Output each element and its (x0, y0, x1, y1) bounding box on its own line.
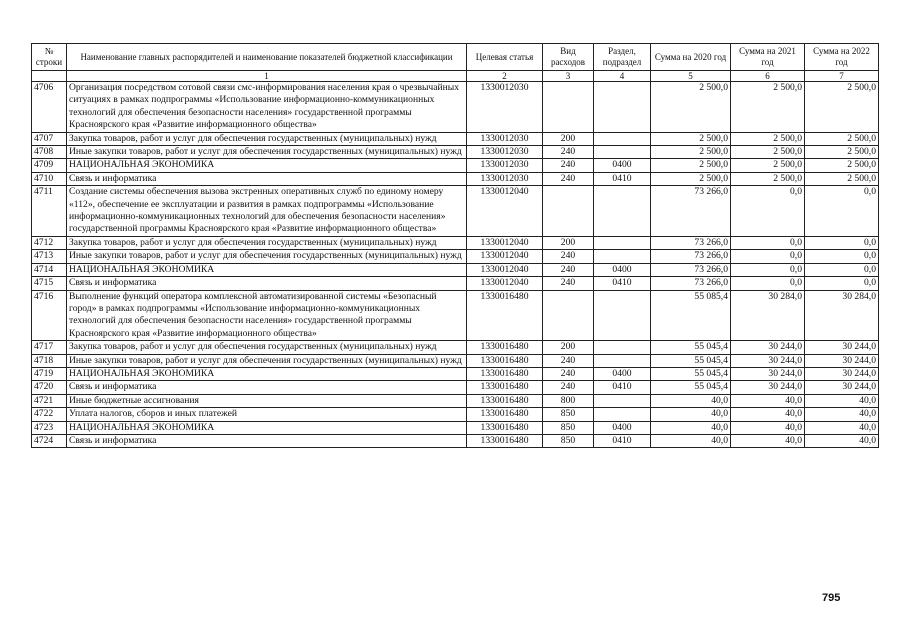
row-section (594, 341, 651, 354)
row-sum-2022: 0,0 (805, 186, 879, 237)
row-sum-2020: 40,0 (651, 408, 731, 421)
row-section: 0410 (594, 277, 651, 290)
row-name: Выполнение функций оператора комплексной автоматизированной системы «Безопасный город» в рамках подпрограммы «Использование информационно-коммуникационных технологий для обеспечения безопасности населения» государственной программы Красноярского края «Развитие информационного общества» (67, 290, 467, 341)
row-number: 4707 (32, 132, 67, 145)
row-expense-type: 240 (543, 381, 594, 394)
row-expense-type (543, 290, 594, 341)
header-vid: Вид расходов (543, 44, 594, 71)
row-name: Иные бюджетные ассигнования (67, 394, 467, 407)
table-row (32, 394, 879, 407)
row-sum-2020: 2 500,0 (651, 146, 731, 159)
row-target-code: 1330012040 (467, 250, 543, 263)
column-number: 4 (594, 71, 651, 82)
row-sum-2021: 2 500,0 (731, 146, 805, 159)
header-sum-2022: Сумма на 2022 год (805, 44, 879, 71)
row-section (594, 408, 651, 421)
row-target-code: 1330016480 (467, 394, 543, 407)
row-target-code: 1330016480 (467, 367, 543, 380)
row-target-code: 1330016480 (467, 408, 543, 421)
row-sum-2021: 0,0 (731, 263, 805, 276)
table-row (32, 341, 879, 354)
table-row (32, 146, 879, 159)
row-number: 4723 (32, 421, 67, 434)
row-sum-2022: 30 244,0 (805, 367, 879, 380)
row-section: 0410 (594, 172, 651, 185)
row-section (594, 290, 651, 341)
column-number-row (32, 71, 879, 82)
row-sum-2021: 40,0 (731, 434, 805, 447)
table-row (32, 434, 879, 447)
column-number: 1 (67, 71, 467, 82)
row-target-code: 1330012040 (467, 277, 543, 290)
row-number: 4722 (32, 408, 67, 421)
row-sum-2020: 55 085,4 (651, 290, 731, 341)
budget-document (31, 43, 879, 448)
row-sum-2020: 73 266,0 (651, 277, 731, 290)
row-sum-2020: 40,0 (651, 394, 731, 407)
row-sum-2020: 73 266,0 (651, 236, 731, 249)
table-row (32, 263, 879, 276)
row-number: 4713 (32, 250, 67, 263)
row-sum-2022: 30 244,0 (805, 354, 879, 367)
row-sum-2022: 2 500,0 (805, 172, 879, 185)
row-number: 4720 (32, 381, 67, 394)
row-sum-2020: 55 045,4 (651, 381, 731, 394)
row-sum-2021: 0,0 (731, 277, 805, 290)
row-sum-2022: 2 500,0 (805, 132, 879, 145)
table-row (32, 172, 879, 185)
row-number: 4724 (32, 434, 67, 447)
table-row (32, 408, 879, 421)
row-number: 4717 (32, 341, 67, 354)
row-target-code: 1330012040 (467, 236, 543, 249)
row-sum-2020: 2 500,0 (651, 172, 731, 185)
row-section (594, 146, 651, 159)
row-sum-2021: 30 284,0 (731, 290, 805, 341)
row-sum-2021: 40,0 (731, 408, 805, 421)
table-row (32, 250, 879, 263)
row-sum-2021: 0,0 (731, 236, 805, 249)
header-sum-2020: Сумма на 2020 год (651, 44, 731, 71)
table-row (32, 367, 879, 380)
row-sum-2020: 2 500,0 (651, 132, 731, 145)
row-number: 4706 (32, 82, 67, 133)
row-expense-type: 850 (543, 421, 594, 434)
row-sum-2020: 40,0 (651, 434, 731, 447)
row-sum-2022: 40,0 (805, 434, 879, 447)
row-section (594, 250, 651, 263)
row-name: НАЦИОНАЛЬНАЯ ЭКОНОМИКА (67, 263, 467, 276)
column-number: 3 (543, 71, 594, 82)
column-number: 2 (467, 71, 543, 82)
row-target-code: 1330016480 (467, 434, 543, 447)
row-sum-2022: 2 500,0 (805, 82, 879, 133)
row-name: Иные закупки товаров, работ и услуг для обеспечения государственных (муниципальных) нужд (67, 354, 467, 367)
row-target-code: 1330012030 (467, 82, 543, 133)
row-number: 4716 (32, 290, 67, 341)
table-row (32, 354, 879, 367)
row-sum-2020: 73 266,0 (651, 186, 731, 237)
budget-table (31, 43, 879, 448)
row-section: 0410 (594, 434, 651, 447)
row-name: НАЦИОНАЛЬНАЯ ЭКОНОМИКА (67, 159, 467, 172)
row-expense-type: 240 (543, 367, 594, 380)
row-section: 0400 (594, 367, 651, 380)
row-section (594, 82, 651, 133)
row-number: 4710 (32, 172, 67, 185)
row-section: 0410 (594, 381, 651, 394)
row-number: 4708 (32, 146, 67, 159)
table-row (32, 132, 879, 145)
row-sum-2022: 0,0 (805, 263, 879, 276)
row-expense-type: 850 (543, 434, 594, 447)
row-expense-type: 240 (543, 146, 594, 159)
row-number: 4711 (32, 186, 67, 237)
row-target-code: 1330016480 (467, 421, 543, 434)
row-number: 4719 (32, 367, 67, 380)
row-number: 4715 (32, 277, 67, 290)
row-expense-type: 240 (543, 250, 594, 263)
row-expense-type: 240 (543, 159, 594, 172)
row-target-code: 1330012030 (467, 132, 543, 145)
row-section (594, 186, 651, 237)
row-section (594, 354, 651, 367)
column-number: 7 (805, 71, 879, 82)
row-sum-2021: 30 244,0 (731, 341, 805, 354)
row-sum-2022: 40,0 (805, 421, 879, 434)
row-section (594, 236, 651, 249)
row-sum-2022: 30 244,0 (805, 341, 879, 354)
row-sum-2021: 2 500,0 (731, 159, 805, 172)
row-expense-type: 200 (543, 132, 594, 145)
header-row (32, 44, 879, 71)
row-target-code: 1330012030 (467, 172, 543, 185)
row-expense-type: 240 (543, 354, 594, 367)
row-number: 4714 (32, 263, 67, 276)
row-name: Иные закупки товаров, работ и услуг для обеспечения государственных (муниципальных) нужд (67, 146, 467, 159)
row-target-code: 1330012030 (467, 159, 543, 172)
row-sum-2022: 2 500,0 (805, 159, 879, 172)
row-target-code: 1330016480 (467, 290, 543, 341)
row-number: 4721 (32, 394, 67, 407)
row-name: Иные закупки товаров, работ и услуг для обеспечения государственных (муниципальных) нужд (67, 250, 467, 263)
row-target-code: 1330016480 (467, 381, 543, 394)
table-row (32, 186, 879, 237)
row-sum-2020: 55 045,4 (651, 367, 731, 380)
row-expense-type: 240 (543, 172, 594, 185)
row-sum-2022: 30 244,0 (805, 381, 879, 394)
row-sum-2021: 30 244,0 (731, 354, 805, 367)
row-sum-2020: 2 500,0 (651, 82, 731, 133)
row-name: Связь и информатика (67, 381, 467, 394)
row-sum-2020: 55 045,4 (651, 354, 731, 367)
row-expense-type (543, 82, 594, 133)
row-sum-2021: 40,0 (731, 394, 805, 407)
row-sum-2022: 40,0 (805, 394, 879, 407)
row-name: Организация посредством сотовой связи смс-информирования населения края о чрезвычайных ситуациях в рамках подпрограммы «Использование информационно-коммуникационных технологий для обеспечения безопасности населения» государственной программы Красноярского края «Развитие информационного общества» (67, 82, 467, 133)
page-number: 795 (822, 592, 841, 604)
row-expense-type: 850 (543, 408, 594, 421)
table-row (32, 82, 879, 133)
header-razdel: Раздел, подраздел (594, 44, 651, 71)
row-sum-2021: 2 500,0 (731, 82, 805, 133)
header-sum-2021: Сумма на 2021 год (731, 44, 805, 71)
row-sum-2021: 2 500,0 (731, 132, 805, 145)
row-sum-2020: 73 266,0 (651, 250, 731, 263)
row-sum-2021: 0,0 (731, 186, 805, 237)
row-sum-2021: 0,0 (731, 250, 805, 263)
row-name: Связь и информатика (67, 172, 467, 185)
row-sum-2022: 40,0 (805, 408, 879, 421)
row-name: НАЦИОНАЛЬНАЯ ЭКОНОМИКА (67, 367, 467, 380)
row-expense-type: 240 (543, 263, 594, 276)
row-expense-type: 200 (543, 236, 594, 249)
table-row (32, 290, 879, 341)
row-sum-2020: 55 045,4 (651, 341, 731, 354)
row-sum-2021: 30 244,0 (731, 367, 805, 380)
row-expense-type: 800 (543, 394, 594, 407)
row-target-code: 1330012040 (467, 263, 543, 276)
row-section (594, 132, 651, 145)
row-section: 0400 (594, 263, 651, 276)
table-row (32, 421, 879, 434)
row-sum-2022: 2 500,0 (805, 146, 879, 159)
row-sum-2021: 40,0 (731, 421, 805, 434)
header-row-no: № строки (32, 44, 67, 71)
row-section: 0400 (594, 159, 651, 172)
row-number: 4709 (32, 159, 67, 172)
row-number: 4718 (32, 354, 67, 367)
row-name: Связь и информатика (67, 277, 467, 290)
header-name: Наименование главных распорядителей и наименование показателей бюджетной классификации (67, 44, 467, 71)
row-sum-2021: 30 244,0 (731, 381, 805, 394)
row-name: Связь и информатика (67, 434, 467, 447)
row-sum-2020: 2 500,0 (651, 159, 731, 172)
row-sum-2021: 2 500,0 (731, 172, 805, 185)
table-row (32, 277, 879, 290)
row-sum-2022: 0,0 (805, 250, 879, 263)
row-name: НАЦИОНАЛЬНАЯ ЭКОНОМИКА (67, 421, 467, 434)
table-row (32, 159, 879, 172)
row-name: Уплата налогов, сборов и иных платежей (67, 408, 467, 421)
row-name: Закупка товаров, работ и услуг для обеспечения государственных (муниципальных) нужд (67, 236, 467, 249)
table-row (32, 236, 879, 249)
row-sum-2020: 40,0 (651, 421, 731, 434)
row-sum-2022: 0,0 (805, 277, 879, 290)
row-section (594, 394, 651, 407)
row-target-code: 1330012040 (467, 186, 543, 237)
row-section: 0400 (594, 421, 651, 434)
row-name: Создание системы обеспечения вызова экстренных оперативных служб по единому номеру «112», обеспечение ее эксплуатации и развития в рамках подпрограммы «Использование информационно-коммуникационных технологий для обеспечения безопасности населения» государственной программы Красноярского края «Развитие информационного общества» (67, 186, 467, 237)
row-target-code: 1330012030 (467, 146, 543, 159)
row-target-code: 1330016480 (467, 354, 543, 367)
row-name: Закупка товаров, работ и услуг для обеспечения государственных (муниципальных) нужд (67, 341, 467, 354)
row-name: Закупка товаров, работ и услуг для обеспечения государственных (муниципальных) нужд (67, 132, 467, 145)
column-number: 6 (731, 71, 805, 82)
row-number: 4712 (32, 236, 67, 249)
column-number: 5 (651, 71, 731, 82)
row-target-code: 1330016480 (467, 341, 543, 354)
row-expense-type: 200 (543, 341, 594, 354)
column-number (32, 71, 67, 82)
row-sum-2022: 30 284,0 (805, 290, 879, 341)
row-expense-type: 240 (543, 277, 594, 290)
row-sum-2020: 73 266,0 (651, 263, 731, 276)
table-row (32, 381, 879, 394)
row-expense-type (543, 186, 594, 237)
header-code: Целевая статья (467, 44, 543, 71)
row-sum-2022: 0,0 (805, 236, 879, 249)
